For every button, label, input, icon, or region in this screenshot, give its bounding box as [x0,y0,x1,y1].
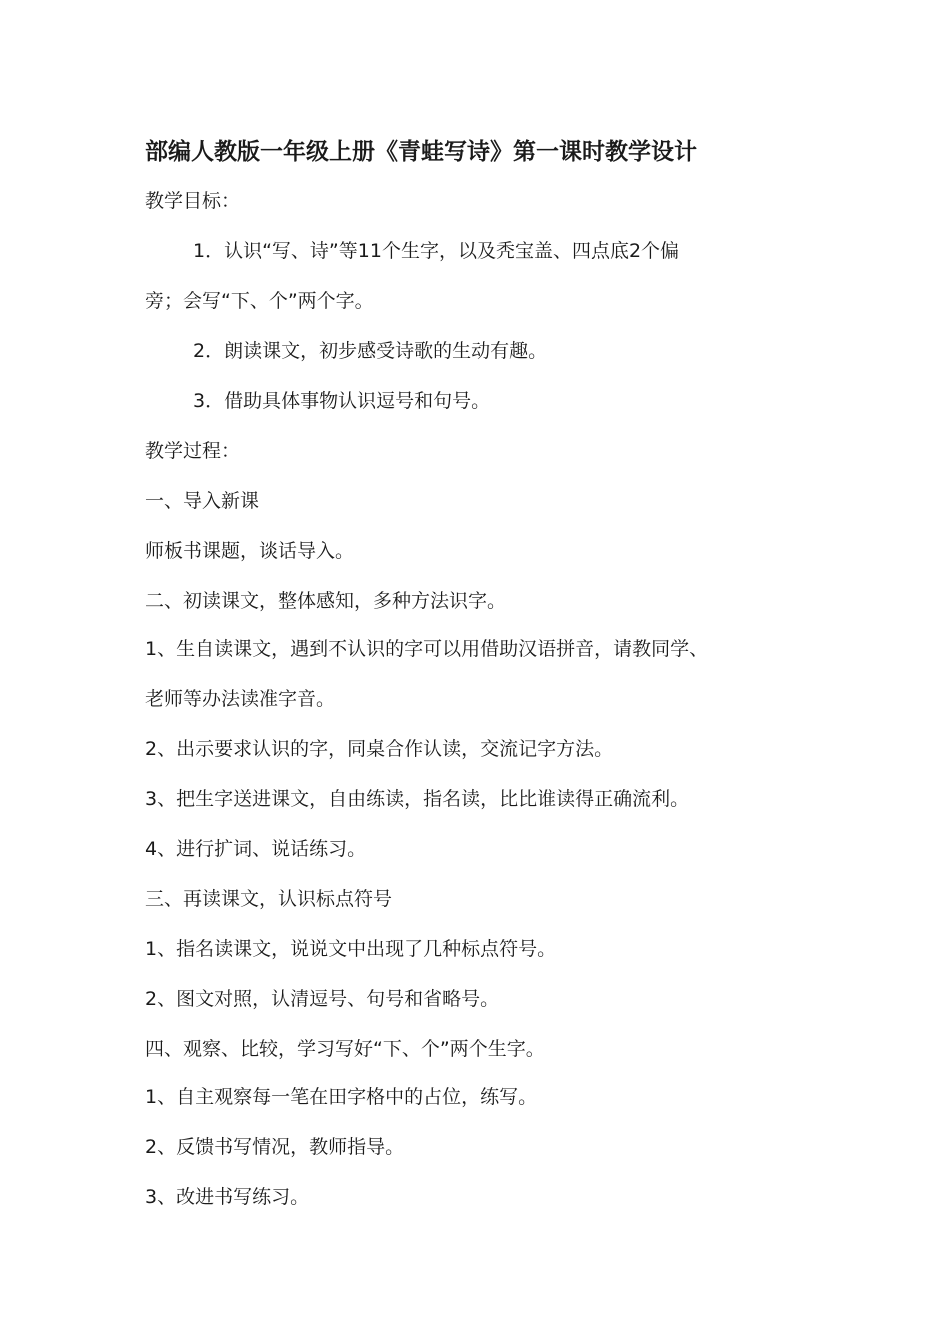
list-item: 1、自主观察每一笔在田字格中的占位，练写。 [145,1086,538,1108]
goal-item-2: 2．朗读课文，初步感受诗歌的生动有趣。 [193,340,548,362]
list-item: 2、图文对照，认清逗号、句号和省略号。 [145,988,500,1010]
section-heading-teaching-goals: 教学目标： [145,190,241,212]
list-item-continued: 老师等办法读准字音。 [145,688,336,710]
list-item: 4、进行扩词、说话练习。 [145,838,367,860]
list-item: 1、指名读课文，说说文中出现了几种标点符号。 [145,938,557,960]
list-item: 3、改进书写练习。 [145,1186,310,1208]
step-heading-4: 四、观察、比较，学习写好“下、个”两个生字。 [145,1038,545,1060]
list-item: 2、反馈书写情况，教师指导。 [145,1136,405,1158]
list-item: 3、把生字送进课文，自由练读，指名读，比比谁读得正确流利。 [145,788,690,810]
goal-item-3: 3．借助具体事物认识逗号和句号。 [193,390,491,412]
section-heading-teaching-process: 教学过程： [145,440,241,462]
list-item: 2、出示要求认识的字，同桌合作认读，交流记字方法。 [145,738,614,760]
document-title: 部编人教版一年级上册《青蛙写诗》第一课时教学设计 [145,139,697,165]
list-item: 1、生自读课文，遇到不认识的字可以用借助汉语拼音，请教同学、 [145,638,709,660]
step-heading-2: 二、初读课文，整体感知，多种方法识字。 [145,590,507,612]
step-heading-3: 三、再读课文，认识标点符号 [145,888,393,910]
goal-item-1-continued: 旁；会写“下、个”两个字。 [145,290,374,312]
step-heading-1: 一、导入新课 [145,490,260,512]
paragraph-line: 师板书课题，谈话导入。 [145,540,355,562]
goal-item-1: 1．认识“写、诗”等11个生字，以及秃宝盖、四点底2个偏 [193,240,680,262]
